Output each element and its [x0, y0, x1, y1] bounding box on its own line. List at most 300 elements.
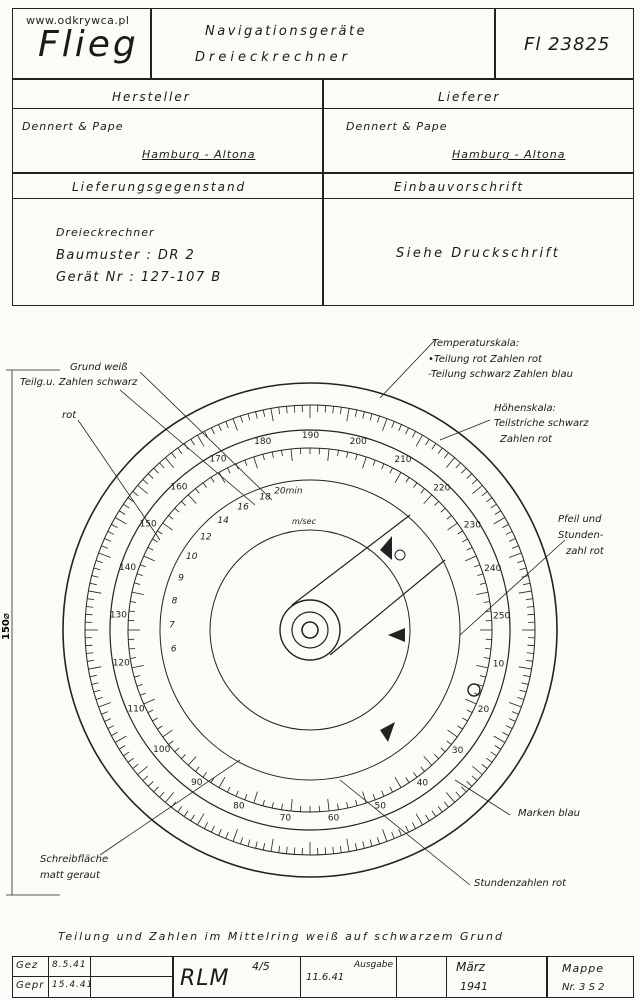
inner-scale-tick	[157, 531, 162, 534]
ann-schreib-1: Schreibfläche	[40, 854, 109, 865]
inner-scale-tick	[382, 464, 384, 469]
item-line1: Dreieckrechner	[56, 226, 155, 239]
inner-scale-tick	[203, 772, 207, 777]
inner-scale-tick	[129, 611, 135, 612]
scale-tick	[248, 414, 250, 421]
scale-tick	[198, 435, 205, 446]
inner-scale-tick	[152, 539, 157, 542]
scale-tick	[154, 787, 159, 792]
scale-tick	[432, 811, 436, 817]
scale-tick	[101, 546, 107, 549]
dial-number: 70	[279, 813, 292, 824]
ann-rot: rot	[62, 410, 77, 421]
inner-number: 8	[171, 596, 178, 607]
scale-tick	[128, 758, 134, 762]
scale-tick	[444, 453, 448, 459]
scale-tick	[115, 736, 126, 743]
dial-number: 200	[349, 437, 367, 448]
inner-scale-tick	[462, 718, 467, 721]
scale-tick	[472, 766, 482, 774]
inner-scale-tick	[373, 794, 375, 800]
inner-scale-tick	[395, 472, 401, 482]
scale-tick	[482, 491, 488, 495]
scale-tick	[92, 683, 99, 685]
scale-tick	[467, 474, 472, 479]
mappe-label: Mappe	[562, 962, 604, 975]
inner-scale-tick	[188, 756, 196, 765]
inner-scale-tick	[338, 804, 339, 810]
scale-tick	[148, 781, 153, 786]
inner-number: 20min	[274, 486, 303, 497]
inner-scale-tick	[130, 658, 136, 659]
scale-tick	[486, 498, 492, 502]
scale-tick	[523, 675, 530, 676]
ausgabe-label: Ausgabe	[354, 960, 394, 970]
scale-tick	[491, 752, 497, 756]
scale-tick	[383, 419, 387, 431]
scale-tick	[461, 787, 466, 792]
dial-number: 90	[191, 778, 203, 789]
scale-tick	[416, 435, 423, 446]
inner-scale-tick	[219, 472, 225, 482]
inner-scale-tick	[406, 477, 409, 482]
ms-label: m/sec	[292, 517, 316, 526]
scale-tick	[517, 560, 524, 562]
lieferer-label: Lieferer	[438, 90, 501, 104]
scale-tick	[263, 410, 264, 417]
scale-tick	[392, 421, 395, 427]
dial-number: 120	[112, 658, 130, 669]
scale-tick	[522, 683, 529, 685]
scale-tick	[494, 736, 505, 743]
scale-tick	[527, 653, 534, 654]
hersteller-name: Dennert & Pape	[22, 120, 124, 133]
inner-scale-tick	[169, 515, 174, 519]
dial-number: 20	[477, 705, 490, 716]
inner-scale-tick	[462, 539, 467, 542]
scale-tick	[512, 712, 518, 715]
dial-number: 160	[170, 482, 188, 493]
scale-tick	[86, 606, 93, 607]
lieferer-city: Hamburg - Altona	[452, 148, 566, 161]
dial-number: 220	[433, 483, 451, 494]
dial-number: 170	[209, 454, 227, 465]
inner-scale-tick	[434, 754, 438, 758]
scale-tick	[494, 518, 505, 525]
inner-scale-tick	[134, 583, 140, 585]
header-title: Dreieckrechner	[195, 50, 351, 65]
lieferer-name: Dennert & Pape	[346, 120, 448, 133]
inner-scale-tick	[424, 495, 432, 504]
scale-tick	[523, 583, 530, 584]
footer-v6	[446, 956, 447, 998]
pivot-ring-mid	[292, 612, 328, 648]
dial-number: 130	[109, 610, 128, 621]
scale-tick	[472, 479, 477, 484]
scale-tick	[88, 667, 101, 669]
scale-tick	[279, 407, 280, 414]
ann-hoehe-3: Zahlen rot	[500, 434, 552, 445]
scale-tick	[509, 553, 521, 557]
scale-tick	[286, 406, 287, 413]
scale-tick	[86, 653, 93, 654]
inner-scale-tick	[134, 676, 140, 678]
scale-tick	[119, 511, 125, 515]
hersteller-city: Hamburg - Altona	[142, 148, 256, 161]
scale-tick	[456, 792, 461, 797]
scale-tick	[392, 832, 395, 838]
header-number: Fl 23825	[524, 34, 611, 55]
inner-scale-tick	[181, 501, 185, 505]
inner-scale-tick	[467, 547, 472, 550]
date-value: 11.6.41	[306, 972, 345, 983]
frac-value: 4/5	[252, 960, 270, 973]
scale-tick	[133, 764, 139, 768]
scale-tick	[92, 576, 99, 578]
inner-scale-tick	[137, 684, 143, 686]
inner-scale-tick	[413, 772, 417, 777]
scale-tick	[101, 712, 107, 715]
scale-tick	[256, 842, 258, 849]
scale-tick	[159, 463, 164, 468]
scale-tick	[154, 468, 159, 473]
cursor-edge-1	[292, 515, 410, 605]
inner-scale-tick	[175, 748, 179, 752]
scale-tick	[444, 802, 448, 808]
header-category: Navigationsgeräte	[205, 24, 368, 39]
inner-scale-tick	[424, 756, 432, 765]
scale-tick	[495, 746, 501, 750]
dimension-label: 150⌀	[1, 613, 12, 640]
dial-number: 230	[463, 520, 481, 531]
inner-scale-tick	[373, 460, 375, 466]
scale-tick	[432, 443, 436, 449]
scale-tick	[438, 806, 442, 812]
cursor-dot	[395, 550, 405, 560]
scale-tick	[472, 485, 482, 493]
inner-scale-tick	[227, 787, 230, 792]
inner-number: 14	[217, 515, 229, 526]
scale-tick	[108, 531, 114, 534]
ann-hoehe-2: Teilstriche schwarz	[494, 418, 589, 429]
header-divider-v2	[494, 8, 496, 78]
lieferungsgegenstand-label: Lieferungsgegenstand	[72, 180, 247, 194]
scale-tick	[204, 822, 207, 828]
ann-temp-2: -Teilung schwarz Zahlen blau	[428, 369, 573, 380]
inner-scale-tick	[195, 767, 199, 772]
dial-number: 60	[327, 813, 340, 824]
inner-scale-tick	[129, 648, 135, 649]
scale-tick	[347, 839, 349, 852]
inner-scale-tick	[254, 457, 258, 468]
scale-tick	[226, 832, 229, 838]
scale-tick	[363, 842, 365, 849]
scale-tick	[143, 479, 148, 484]
item-line2: Baumuster : DR 2	[56, 248, 196, 263]
blue-marker-1	[388, 628, 405, 642]
inner-scale-tick	[477, 574, 483, 576]
gepr-label: Gepr	[16, 980, 45, 991]
footer-v4	[300, 956, 301, 998]
inner-scale-tick	[447, 741, 452, 745]
year-value: 1941	[460, 980, 488, 993]
inner-scale-tick	[465, 556, 476, 561]
scale-tick	[502, 732, 508, 735]
scale-tick	[347, 408, 349, 421]
inner-scale-tick	[148, 547, 153, 550]
ann-pfeil-2: Stunden-	[558, 530, 604, 541]
inner-scale-tick	[144, 699, 155, 704]
scale-tick	[377, 837, 379, 844]
scale-tick	[279, 846, 280, 853]
inner-scale-tick	[245, 794, 247, 800]
scale-tick	[123, 504, 129, 508]
scale-tick	[191, 439, 195, 445]
inner-scale-tick	[395, 777, 401, 787]
scale-tick	[506, 726, 512, 729]
dial-number: 250	[493, 611, 511, 622]
scale-tick	[512, 546, 518, 549]
ann-temp-title: Temperaturskala:	[432, 338, 520, 349]
scale-tick	[520, 568, 527, 570]
col-divider-v	[322, 78, 324, 306]
month-value: März	[456, 960, 485, 974]
ann-stunden: Stundenzahlen rot	[474, 878, 567, 889]
inner-number: 10	[185, 551, 198, 562]
ann-schreib-2: matt geraut	[40, 870, 100, 881]
scale-tick	[263, 843, 264, 850]
dial-number: 10	[492, 659, 505, 670]
inner-scale-tick	[441, 748, 445, 752]
scale-tick	[123, 752, 129, 756]
scale-tick	[502, 524, 508, 527]
scale-tick	[446, 458, 454, 468]
scale-tick	[426, 439, 430, 445]
scale-tick	[438, 448, 442, 454]
scale-tick	[165, 458, 173, 468]
scale-tick	[399, 424, 402, 430]
cursor-edge-2	[330, 560, 445, 655]
inner-scale-tick	[484, 602, 490, 603]
scale-tick	[467, 781, 472, 786]
scale-tick	[104, 719, 110, 722]
einbau-text: Siehe Druckschrift	[396, 246, 561, 261]
scale-tick	[527, 606, 534, 607]
inner-scale-tick	[163, 730, 173, 737]
ann-hoehe-1: Höhenskala:	[494, 403, 556, 414]
rlm-label: RLM	[180, 966, 230, 991]
inner-scale-tick	[441, 508, 445, 512]
scale-tick	[509, 703, 521, 707]
scale-tick	[87, 599, 94, 600]
ann-marken: Marken blau	[518, 808, 580, 819]
inner-scale-tick	[421, 767, 425, 772]
inner-scale-tick	[219, 777, 225, 787]
inner-scale-tick	[282, 804, 283, 810]
inner-scale-tick	[476, 592, 488, 594]
inner-scale-tick	[406, 778, 409, 783]
scale-tick	[355, 843, 356, 850]
scale-tick	[426, 815, 430, 821]
inner-scale-tick	[291, 449, 292, 461]
scale-tick	[233, 419, 237, 431]
inner-scale-tick	[447, 515, 452, 519]
scale-tick	[191, 815, 195, 821]
scale-tick	[108, 726, 114, 729]
dial-number: 110	[127, 704, 145, 715]
scale-tick	[340, 407, 341, 414]
scale-tick	[88, 591, 101, 593]
inner-scale-tick	[476, 665, 488, 667]
scale-tick	[506, 531, 512, 534]
inner-scale-tick	[434, 501, 438, 505]
scale-tick	[406, 826, 409, 832]
inner-scale-tick	[363, 457, 367, 468]
scale-tick	[472, 776, 477, 781]
inner-scale-tick	[263, 454, 265, 460]
scale-tick	[111, 732, 117, 735]
scale-tick	[138, 485, 148, 493]
blue-marker-2	[380, 722, 395, 742]
scale-tick	[340, 846, 341, 853]
inner-scale-tick	[163, 523, 173, 530]
dial-number: 180	[254, 436, 272, 447]
inner-number: 18	[259, 492, 271, 503]
scale-tick	[399, 829, 402, 835]
ann-teilung: Teilg.u. Zahlen schwarz	[20, 377, 138, 388]
scale-tick	[370, 414, 372, 421]
inner-scale-tick	[458, 531, 463, 534]
scale-tick	[115, 518, 126, 525]
inner-scale-tick	[181, 754, 185, 758]
leader-rot	[78, 420, 160, 540]
scale-tick	[456, 463, 461, 468]
scale-tick	[165, 792, 173, 802]
inner-scale-tick	[382, 791, 384, 796]
scale-tick	[133, 491, 139, 495]
inner-scale-tick	[132, 592, 144, 594]
inner-scale-tick	[245, 460, 247, 466]
scale-tick	[520, 690, 527, 692]
scale-tick	[159, 792, 164, 797]
scale-tick	[94, 690, 101, 692]
mappe-value: Nr. 3 S 2	[562, 982, 605, 993]
dial-number: 210	[394, 454, 412, 465]
scale-tick	[271, 839, 273, 852]
scale-tick	[271, 408, 273, 421]
inner-scale-tick	[328, 449, 329, 461]
dial-number: 30	[451, 745, 464, 756]
scale-tick	[377, 416, 379, 423]
scale-tick	[138, 766, 148, 774]
scale-tick	[256, 412, 258, 419]
inner-scale-tick	[211, 477, 214, 482]
inner-scale-tick	[272, 452, 273, 458]
writing-area-ring	[210, 530, 410, 730]
inner-scale-tick	[480, 583, 486, 585]
inner-scale-tick	[390, 468, 393, 473]
hersteller-label: Hersteller	[112, 90, 191, 104]
header-divider-v1	[150, 8, 152, 78]
scale-tick	[526, 599, 533, 600]
inner-scale-tick	[356, 454, 358, 460]
inner-scale-tick	[448, 730, 458, 737]
scale-tick	[363, 412, 365, 419]
scale-tick	[87, 660, 94, 661]
scale-tick	[94, 568, 101, 570]
inner-scale-tick	[291, 799, 292, 811]
scale-tick	[99, 553, 111, 557]
inner-scale-tick	[140, 565, 146, 567]
scale-tick	[211, 428, 214, 434]
scale-tick	[233, 829, 237, 841]
inner-scale-tick	[467, 710, 472, 713]
watermark-text: www.odkrywca.pl	[26, 14, 130, 27]
scale-tick	[119, 746, 125, 750]
dial-number: 240	[484, 564, 502, 575]
item-line3: Gerät Nr : 127-107 B	[56, 270, 222, 285]
scale-tick	[178, 806, 182, 812]
scale-tick	[143, 776, 148, 781]
scale-tick	[240, 416, 242, 423]
inner-scale-tick	[421, 489, 425, 494]
ann-footer: Teilung und Zahlen im Mittelring weiß auf schwarzem Grund	[58, 930, 504, 943]
scale-tick	[383, 829, 387, 841]
inner-labels	[169, 487, 316, 655]
inner-scale-tick	[175, 508, 179, 512]
inner-number: 6	[170, 644, 177, 655]
inner-scale-tick	[282, 450, 283, 456]
inner-scale-tick	[203, 483, 207, 488]
scale-tick	[461, 468, 466, 473]
scale-tick	[211, 826, 214, 832]
dial-number: 140	[118, 563, 137, 574]
footer-v7	[546, 956, 548, 998]
inner-scale-tick	[338, 450, 339, 456]
inner-scale-tick	[413, 483, 417, 488]
scale-tick	[96, 697, 103, 699]
scale-tick	[226, 421, 229, 427]
inner-scale-tick	[152, 718, 157, 721]
inner-scale-tick	[328, 799, 329, 811]
scale-tick	[286, 847, 287, 854]
footer-v5	[396, 956, 397, 998]
ann-grund: Grund weiß	[70, 362, 128, 373]
scale-tick	[495, 511, 501, 515]
dial-number: 100	[153, 744, 171, 755]
inner-scale-tick	[484, 658, 490, 659]
inner-scale-tick	[356, 800, 358, 806]
scale-tick	[248, 840, 250, 847]
scale-tick	[355, 410, 356, 417]
scale-tick	[416, 814, 423, 825]
scale-tick	[90, 583, 97, 584]
inner-scale-tick	[137, 574, 143, 576]
inner-scale-tick	[485, 648, 491, 649]
inner-scale-tick	[227, 468, 230, 473]
inner-scale-tick	[272, 802, 273, 808]
inner-number: 9	[178, 573, 185, 584]
scale-tick	[184, 811, 188, 817]
inner-scale-tick	[448, 523, 458, 530]
inner-scale-tick	[480, 676, 486, 678]
inner-scale-tick	[347, 802, 348, 808]
footer-v2	[90, 956, 91, 998]
inner-scale-tick	[144, 556, 155, 561]
scale-tick	[198, 814, 205, 825]
inner-scale-tick	[132, 665, 144, 667]
scale-tick	[519, 667, 532, 669]
